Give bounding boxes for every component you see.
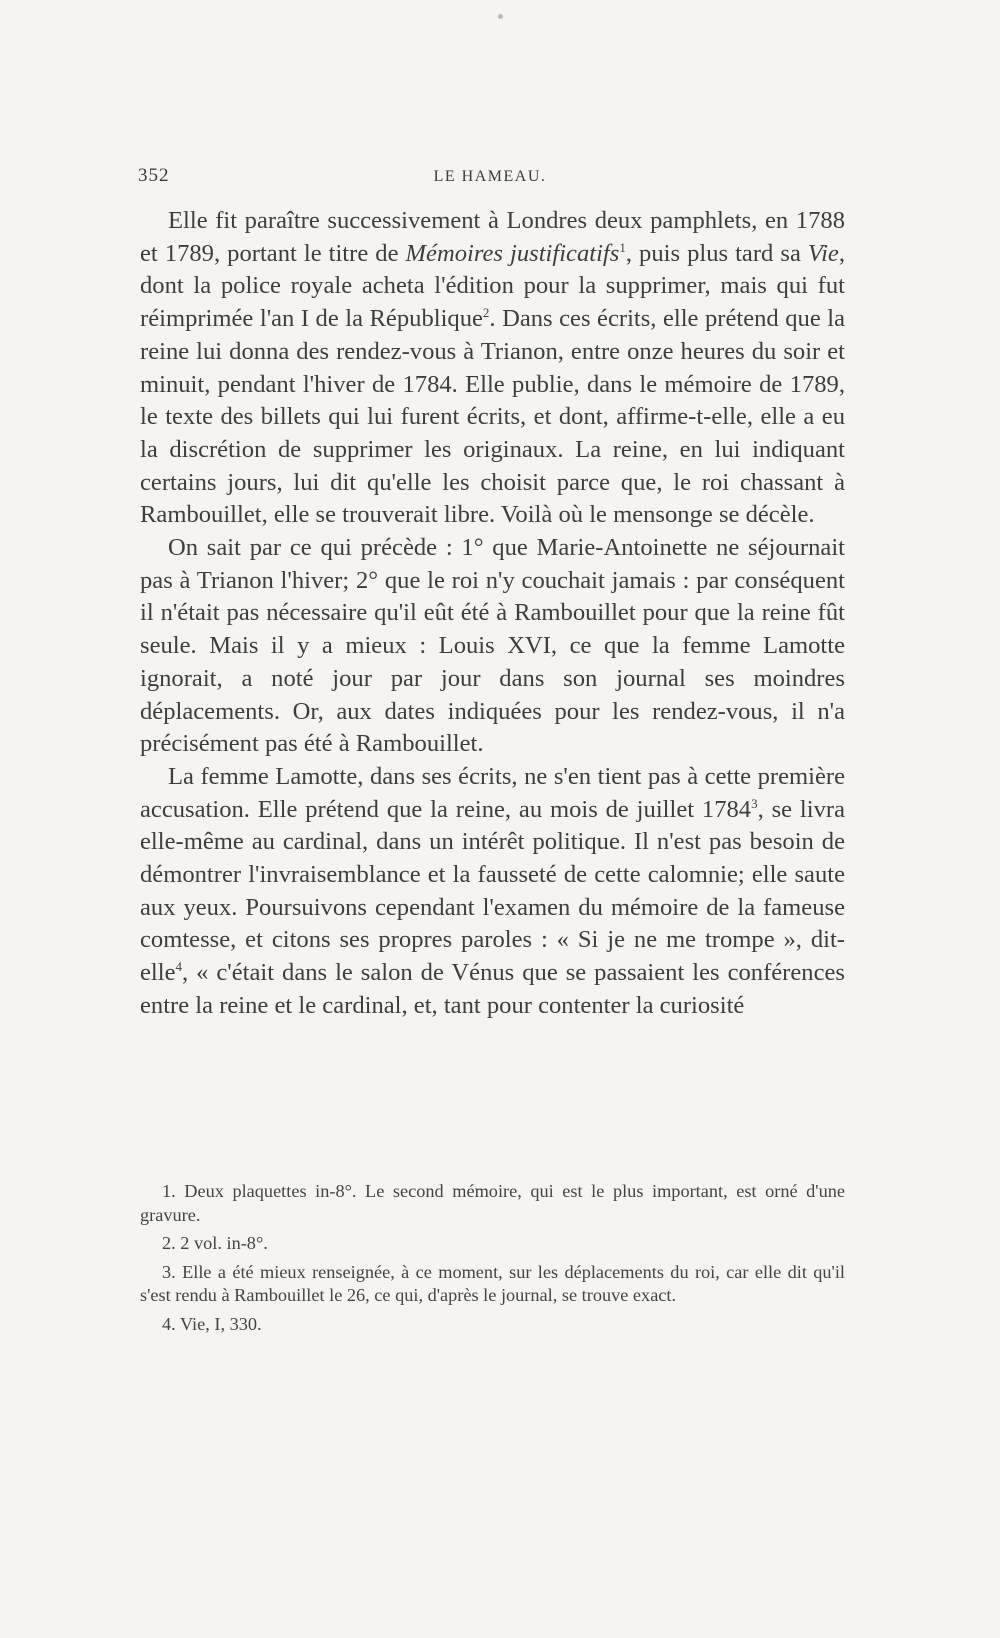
paragraph-3: La femme Lamotte, dans ses écrits, ne s'en tient pas à cette première accusation. Elle prétend que la reine, au mois de juillet 1784$^3$, se livra elle-même au cardinal, dans un intérêt politique. Il n'est pas besoin de démontrer l'invraisemblance et la fausseté de cette calomnie; elle saute aux yeux. Poursuivons cependant l'examen du mémoire de la fameuse comtesse, et citons ses propres paroles : « Si je ne me trompe », dit-elle$^4$, « c'était dans le salon de Vénus que se passaient les conférences entre la reine et le cardinal, et, tant pour contenter la curiosité	[140, 762, 845, 1019]
footnote-ref-4: 4	[175, 958, 182, 974]
running-header	[138, 165, 842, 195]
paper-speck	[498, 14, 503, 19]
main-text	[140, 205, 845, 1023]
work-title-vie: Vie	[807, 239, 839, 267]
paragraph-2: On sait par ce qui précède : 1° que Marie-Antoinette ne séjournait pas à Trianon l'hiver; 2° que le roi n'y couchait jamais : par conséquent il n'était pas nécessaire qu'il eût été à Rambouillet pour que la reine fût seule. Mais il y a mieux : Louis XVI, ce que la femme Lamotte ignorait, a noté jour par jour dans son journal ses moindres déplacements. Or, aux dates indiquées pour les rendez-vous, il n'a précisément pas été à Rambouillet.	[140, 534, 845, 758]
page-number: 352	[138, 165, 170, 186]
footnote-ref-3: 3	[751, 795, 758, 811]
footnotes	[140, 1180, 845, 1341]
footnote-ref-1: 1	[619, 239, 626, 255]
footnote-ref-2: 2	[482, 304, 490, 320]
footnote-1: 1. Deux plaquettes in-8°. Le second mémoire, qui est le plus important, est orné d'une gravure.	[140, 1181, 845, 1225]
footnote-3: 3. Elle a été mieux renseignée, à ce moment, sur les déplacements du roi, car elle dit qu'il s'est rendu à Rambouillet le 26, ce qui, d'après le journal, se trouve exact.	[140, 1261, 845, 1305]
footnote-2: 2. 2 vol. in-8°.	[162, 1233, 268, 1253]
footnote-4: 4. Vie, I, 330.	[162, 1313, 262, 1334]
work-title-memoires: Mémoires justificatifs	[405, 239, 620, 267]
running-title: LE HAMEAU.	[433, 168, 547, 185]
paragraph-1: Elle fit paraître successivement à Londres deux pamphlets, en 1788 et 1789, portant le titre de Mémoires justificatifs$^1$, puis plus tard sa Vie, dont la police royale acheta l'édition pour la supprimer, mais qui fut réimprimée l'an I de la République$^2$. Dans ces écrits, elle prétend que la reine lui donna des rendez-vous à Trianon, entre onze heures du soir et minuit, pendant l'hiver de 1784. Elle publie, dans le mémoire de 1789, le texte des billets qui lui furent écrits, et dont, affirme-t-elle, elle a eu la discrétion de supprimer les originaux. La reine, en lui indiquant certains jours, lui dit qu'elle les choisit parce que, le roi chassant à Rambouillet, elle se trouverait libre. Voilà où le mensonge se décèle.	[140, 207, 846, 529]
